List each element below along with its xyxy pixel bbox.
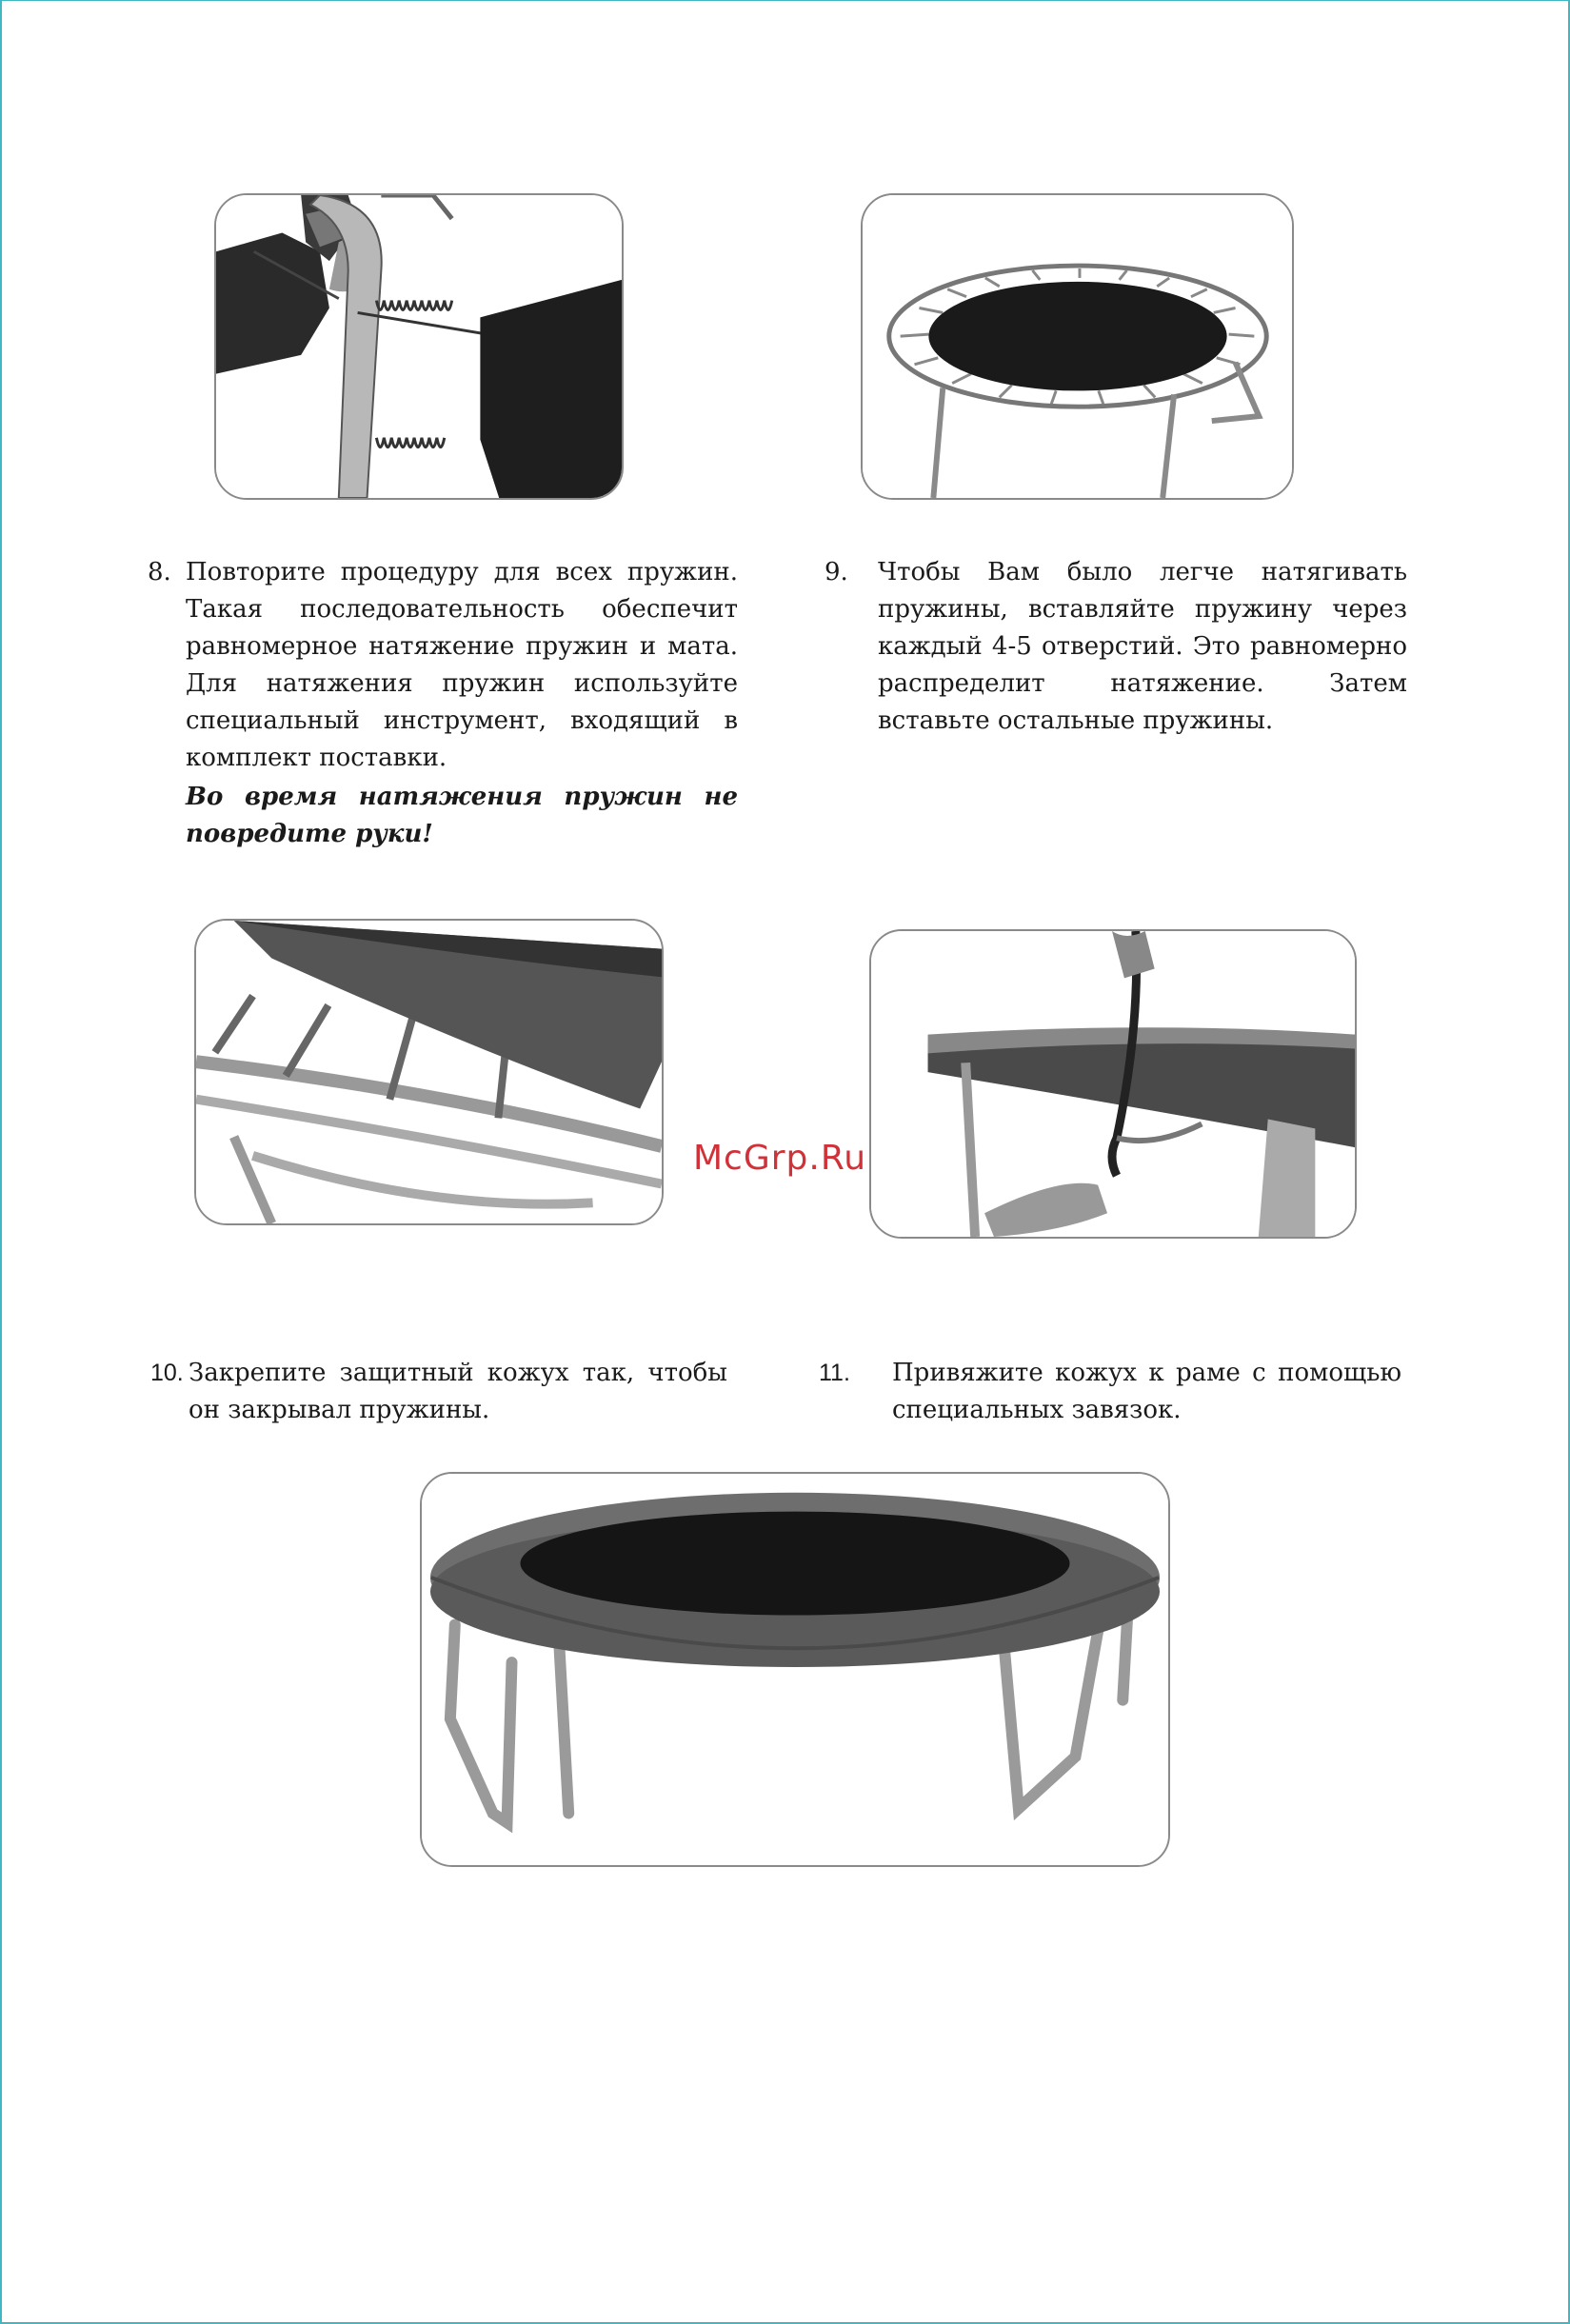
step-warning: Во время натяжения пружин не повредите руки! <box>186 783 738 848</box>
step-9 <box>825 554 1407 740</box>
trampoline-spring-ring-photo <box>861 193 1294 500</box>
assembled-trampoline-photo <box>420 1472 1170 1867</box>
step-number: 11. <box>819 1360 850 1386</box>
step-8 <box>148 554 738 853</box>
step-text: Закрепите защитный кожух так, чтобы он закрывал пружины. <box>189 1359 727 1424</box>
step-number: 10. <box>150 1360 184 1386</box>
step-10 <box>150 1355 727 1429</box>
step-text: Привяжите кожух к раме с помощью специальных завязок. <box>892 1359 1401 1424</box>
step-number: 8. <box>148 558 171 586</box>
spring-tool-hands-photo <box>214 193 624 500</box>
step-number: 9. <box>825 558 848 586</box>
step-text: Чтобы Вам было легче натягивать пружины, вставляйте пружину через каждый 4-5 отверстий. Это равномерно распределит натяжение. Затем вставьте остальные пружины. <box>878 558 1407 735</box>
step-11 <box>819 1355 1401 1429</box>
watermark: McGrp.Ru <box>693 1139 867 1178</box>
trampoline-cover-springs-photo <box>194 919 664 1225</box>
cover-tie-hands-photo <box>869 929 1357 1239</box>
step-text: Повторите процедуру для всех пружин. Такая последовательность обеспечит равномерное натяжение пружин и мата. Для натяжения пружин используйте специальный инструмент, входящий в комплект поставки. <box>186 558 738 772</box>
